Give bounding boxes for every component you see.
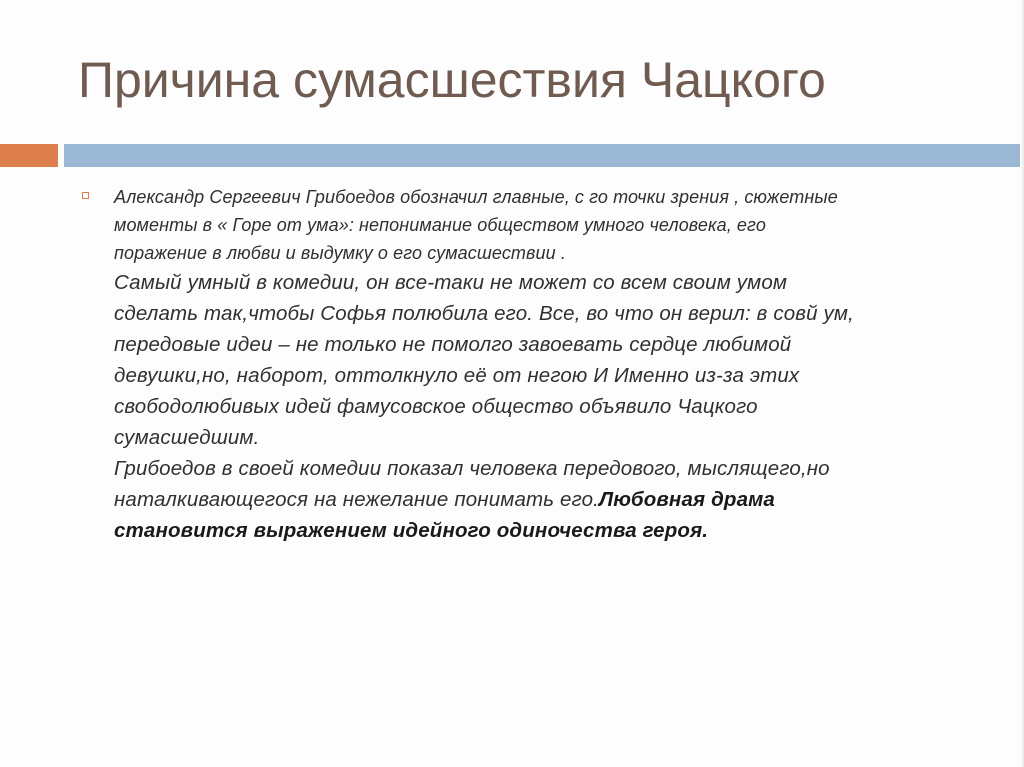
text-line: наталкивающегося на нежелание понимать его. [114, 488, 600, 511]
emphasis-text: становится выражением идейного одиночества героя. [114, 519, 709, 542]
text-line: сумасшедшим. [114, 426, 260, 449]
text-line: свободолюбивых идей фамусовское общество объявило Чацкого [114, 395, 758, 418]
slide-title: Причина сумасшествия Чацкого [78, 52, 826, 108]
text-line: Александр Сергеевич Грибоедов обозначил главные, с го точки зрения , сюжетные [114, 187, 838, 207]
paragraph-conclusion [114, 453, 974, 546]
text-line: Грибоедов в своей комедии показал человека передового, мыслящего,но [114, 457, 830, 480]
slide-edge-shadow [1020, 0, 1024, 767]
slide-body [114, 183, 974, 546]
paragraph-intro [114, 183, 974, 267]
text-line: моменты в « Горе от ума»: непонимание обществом умного человека, его [114, 215, 766, 235]
square-bullet-icon [82, 192, 89, 199]
text-line: передовые идеи – не только не помолго завоевать сердце любимой [114, 333, 792, 356]
accent-bar-blue [64, 144, 1024, 167]
text-line: сделать так,чтобы Софья полюбила его. Все, во что он верил: в совй ум, [114, 302, 854, 325]
emphasis-text: Любовная драма [599, 488, 775, 511]
text-line: Самый умный в комедии, он все-таки не может со всем своим умом [114, 271, 788, 294]
accent-bar-orange [0, 144, 58, 167]
paragraph-main [114, 267, 974, 453]
text-line: девушки,но, наборот, оттолкнуло её от негою И Именно из-за этих [114, 364, 800, 387]
text-line: поражение в любви и выдумку о его сумасшествии . [114, 243, 566, 263]
